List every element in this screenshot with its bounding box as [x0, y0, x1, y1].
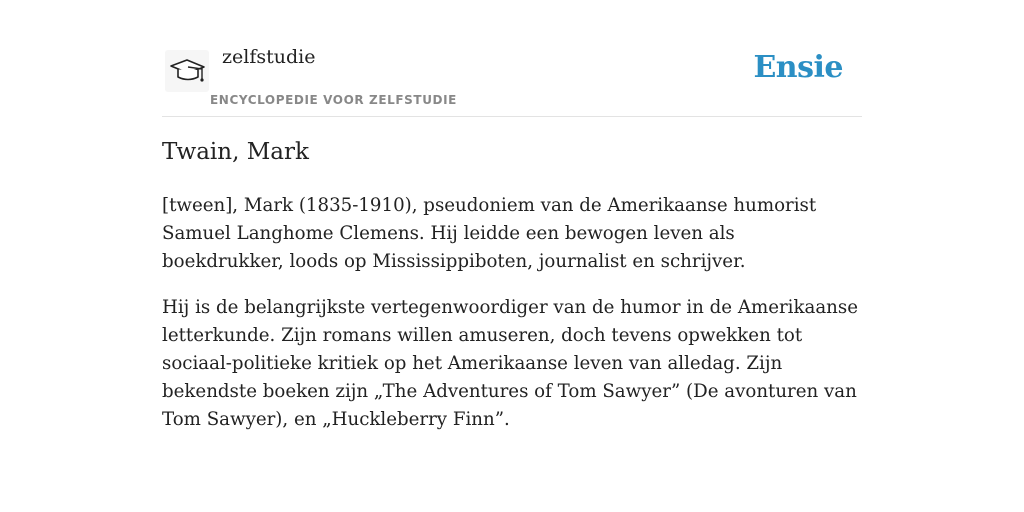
site-header [162, 0, 862, 117]
brand-logo-link[interactable]: Ensie [753, 50, 843, 85]
article-title: Twain, Mark [162, 139, 309, 165]
site-tagline: ENCYCLOPEDIE VOOR ZELFSTUDIE [210, 93, 457, 107]
site-logo[interactable] [165, 50, 209, 92]
article-paragraph: [tween], Mark (1835-1910), pseudoniem van de Amerikaanse humorist Samuel Langhome Clemens. Hij leidde een bewogen leven als boekdrukker, loods op Mississippiboten, journalist en schrijver. [162, 195, 817, 272]
article-body [162, 192, 862, 452]
site-name[interactable]: zelfstudie [222, 46, 316, 68]
graduation-cap-icon [169, 56, 207, 88]
article-paragraph: Hij is de belangrijkste vertegenwoordiger van de humor in de Amerikaanse letterkunde. Zijn romans willen amuseren, doch tevens opwekken tot sociaal-politieke kritiek op het Amerikaanse leven van alledag. Zijn bekendste boeken zijn „The Adventures of Tom Sawyer” (De avonturen van Tom Sawyer), en „Huckleberry Finn”. [162, 297, 858, 430]
